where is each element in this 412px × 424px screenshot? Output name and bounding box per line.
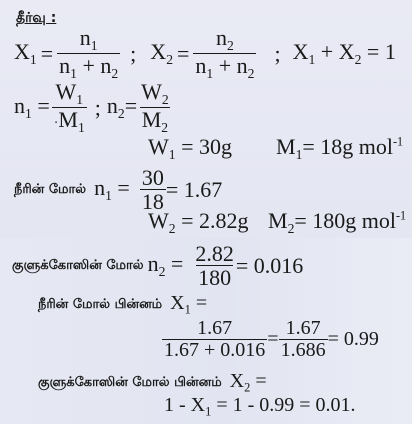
w1-value: $W_1 = 30g$ — [148, 134, 232, 162]
n2-fraction: $\frac{W_2}{M_2}$ — [141, 79, 169, 135]
glucose-moles-row — [12, 242, 303, 289]
x2-symbol: $X_2$ = — [229, 370, 267, 395]
x1-symbol: $X_1$ = — [170, 292, 208, 317]
equals: = — [267, 328, 279, 350]
glucose-moles-fraction: $\frac{2.82}{180}$ — [195, 241, 234, 291]
fraction-calc-2: $\frac{1.67}{1.686}$ — [280, 317, 326, 361]
separator: ; — [130, 40, 137, 66]
sum-equation: $X_1 + X_2 = 1$ — [292, 39, 396, 67]
separator: ; — [94, 94, 101, 120]
x2-fraction: $\frac{n_2}{n_1 + n_2}$ — [195, 25, 255, 81]
mole-fraction-definitions — [14, 26, 396, 81]
x1-label: $X_1$ — [14, 39, 37, 67]
water-mole-fraction-row — [38, 292, 207, 317]
glucose-mole-fraction-label: குளுக்கோஸின் மோல் பின்னம் — [38, 374, 222, 390]
water-mole-fraction-label: நீரின் மோல் பின்னம் — [38, 296, 163, 312]
x2-equals: = — [177, 40, 190, 66]
water-mole-fraction-calc — [162, 318, 379, 361]
water-moles-result: = 1.67 — [165, 176, 223, 202]
w2-value: $W_2 = 2.82g$ — [148, 208, 249, 236]
water-moles-row — [14, 166, 222, 213]
x1-equals: = — [40, 40, 54, 66]
x2-label: $X_2$ — [150, 39, 173, 67]
n1-label: $n_1$ = — [14, 93, 50, 121]
n1-symbol: $n_1$ = — [94, 175, 130, 203]
glucose-mole-fraction-row — [38, 370, 267, 395]
glucose-mole-fraction-result: $1 - X_1 = 1 - 0.99 = 0.01$. — [164, 394, 356, 419]
water-moles-fraction: $\frac{30}{18}$ — [141, 165, 164, 215]
solution-heading: தீர்வு : — [16, 10, 57, 26]
n1-fraction: $\frac{W_1}{\cdot M_1}$ — [53, 79, 85, 135]
n2-label: $n_2=$ — [106, 93, 138, 121]
m2-value: $M_2= 180g$ mol$^{-1}$ — [268, 208, 407, 236]
separator: ; — [274, 40, 281, 66]
glucose-moles-label: குளுக்கோஸின் மோல் — [12, 257, 144, 273]
glucose-moles-result: = 0.016 — [235, 252, 304, 278]
moles-definitions — [14, 80, 171, 135]
fraction-calc-1: $\frac{1.67}{1.67 + 0.016}$ — [164, 317, 266, 361]
m1-value: $M_1= 18g$ mol$^{-1}$ — [276, 134, 404, 162]
water-mole-fraction-result: = 0.99 — [327, 328, 379, 350]
water-moles-label: நீரின் மோல் — [14, 181, 87, 197]
x1-fraction: $\frac{n_1}{n_1 + n_2}$ — [59, 25, 119, 81]
n2-symbol: $n_2$ = — [147, 251, 184, 279]
